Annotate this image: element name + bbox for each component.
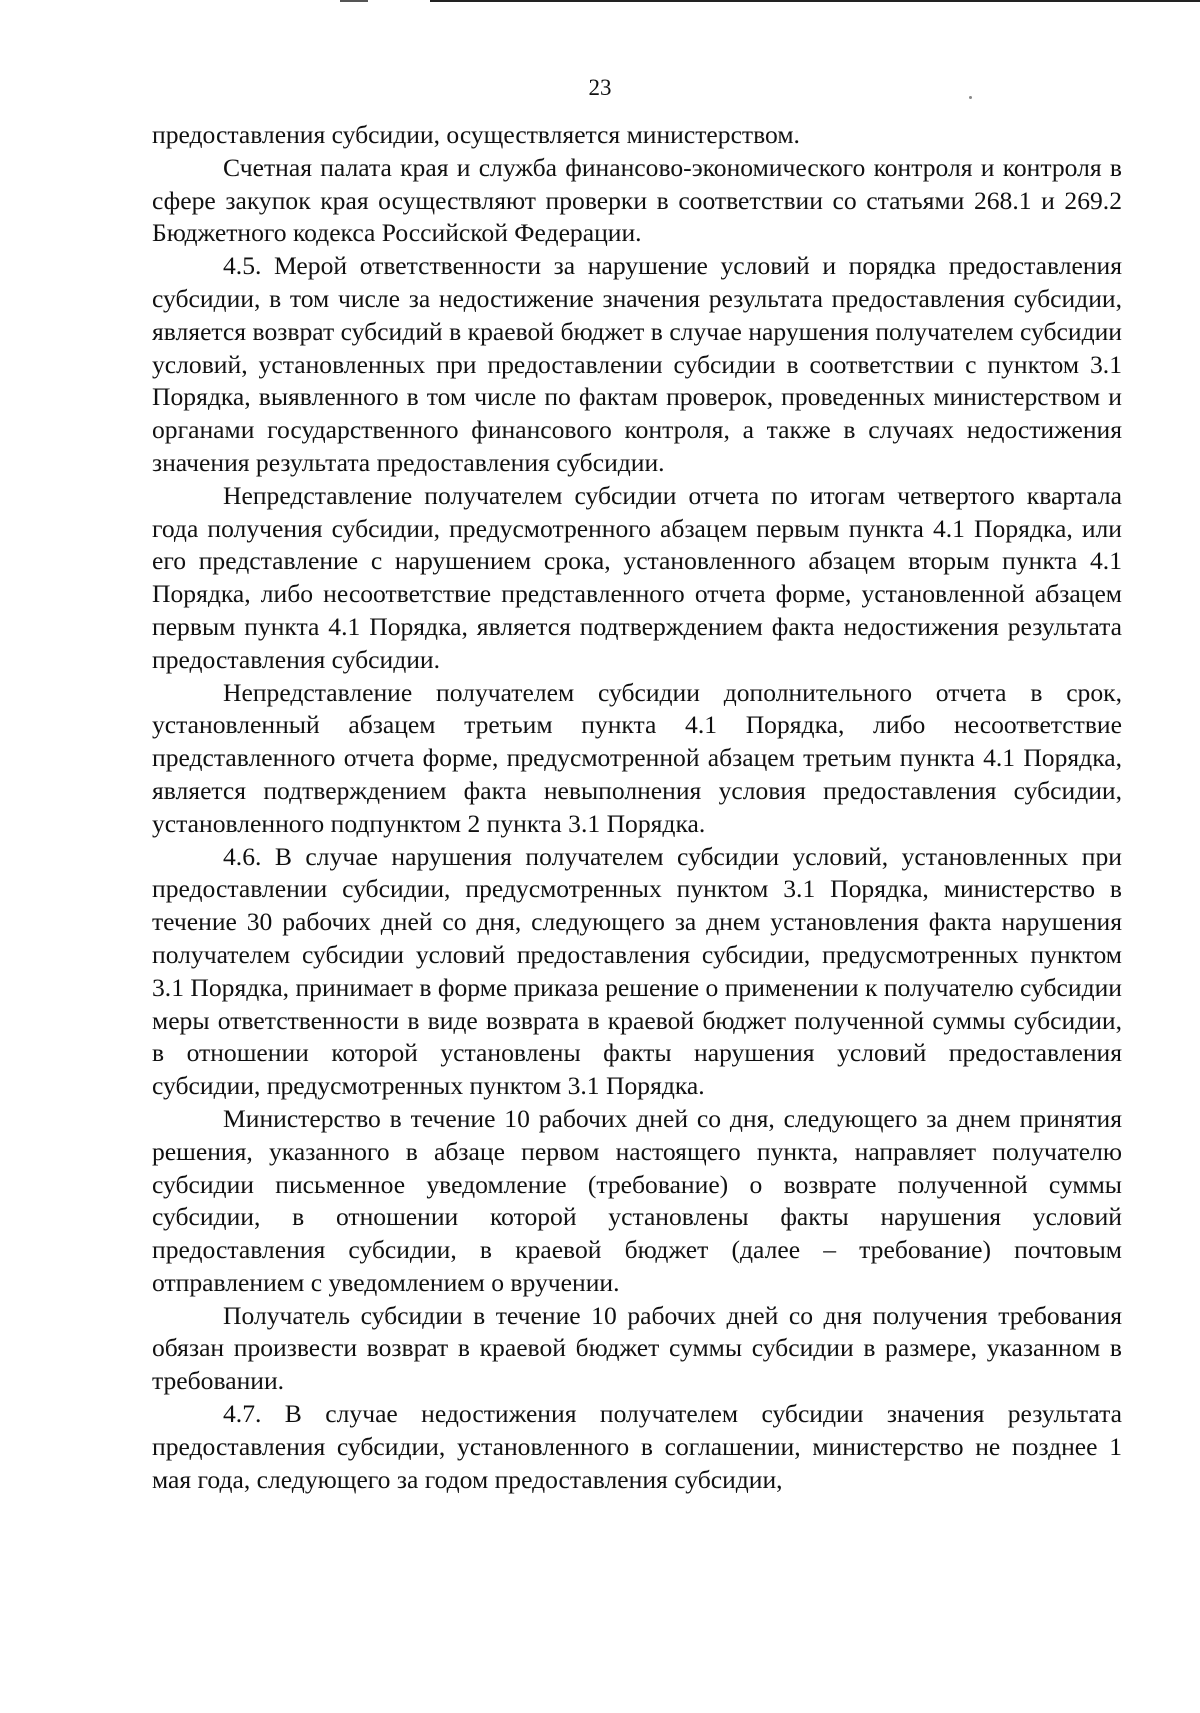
paragraph-continuation: предоставления субсидии, осуществляется министерством.	[152, 120, 800, 149]
paragraph-4-5: 4.5. Мерой ответственности за нарушение условий и порядка предоставления субсидии, в том числе за недостижение значения результата предоставления субсидии, является возврат субсидий в краевой бюджет в случае нарушения получателем субсидии условий, установленных при предоставлении субсидии в соответствии с пунктом 3.1 Порядка, выявленного в том числе по фактам проверок, проведенных министерством и органами государственного финансового контроля, а также в случаях недостижения значения результата предоставления субсидии.	[152, 251, 1122, 477]
paragraph-notification: Министерство в течение 10 рабочих дней со дня, следующего за днем принятия решения, указанного в абзаце первом настоящего пункта, направляет получателю субсидии письменное уведомление (требование) о возврате полученной суммы субсидии, в отношении которой установлены факты нарушения условий предоставления субсидии, в краевой бюджет (далее – требование) почтовым отправлением с уведомлением о вручении.	[152, 1103, 1122, 1297]
scan-top-border	[430, 0, 1200, 2]
paragraph-refund: Получатель субсидии в течение 10 рабочих дней со дня получения требования обязан произвести возврат в краевой бюджет суммы субсидии в размере, указанном в требовании.	[152, 1300, 1122, 1396]
document-body	[152, 119, 1122, 1496]
paragraph-additional-report: Непредставление получателем субсидии дополнительного отчета в срок, установленный абзацем третьим пункта 4.1 Порядка, либо несоответствие представленного отчета форме, предусмотренной абзацем третьим пункта 4.1 Порядка, является подтверждением факта невыполнения условия предоставления субсидии, установленного подпунктом 2 пункта 3.1 Порядка.	[152, 677, 1122, 838]
scan-edge-mark	[340, 0, 368, 2]
page-number: 23	[588, 75, 612, 100]
paragraph-audit-chamber: Счетная палата края и служба финансово-экономического контроля и контроля в сфере закупок края осуществляют проверки в соответствии со статьями 268.1 и 269.2 Бюджетного кодекса Российской Федерации.	[152, 152, 1122, 248]
scan-speck	[969, 96, 972, 99]
paragraph-4-6: 4.6. В случае нарушения получателем субсидии условий, установленных при предоставлении субсидии, предусмотренных пунктом 3.1 Порядка, министерство в течение 30 рабочих дней со дня, следующего за днем установления факта нарушения получателем субсидии условий предоставления субсидии, предусмотренных пунктом 3.1 Порядка, принимает в форме приказа решение о применении к получателю субсидии меры ответственности в виде возврата в краевой бюджет полученной суммы субсидии, в отношении которой установлены факты нарушения условий предоставления субсидии, предусмотренных пунктом 3.1 Порядка.	[152, 841, 1122, 1101]
paragraph-4-7: 4.7. В случае недостижения получателем субсидии значения результата предоставления субсидии, установленного в соглашении, министерство не позднее 1 мая года, следующего за годом предоставления субсидии,	[152, 1399, 1122, 1494]
paragraph-report-q4: Непредставление получателем субсидии отчета по итогам четвертого квартала года получения субсидии, предусмотренного абзацем первым пункта 4.1 Порядка, или его представление с нарушением срока, установленного абзацем вторым пункта 4.1 Порядка, либо несоответствие представленного отчета форме, установленной абзацем первым пункта 4.1 Порядка, является подтверждением факта недостижения результата предоставления субсидии.	[152, 480, 1122, 674]
